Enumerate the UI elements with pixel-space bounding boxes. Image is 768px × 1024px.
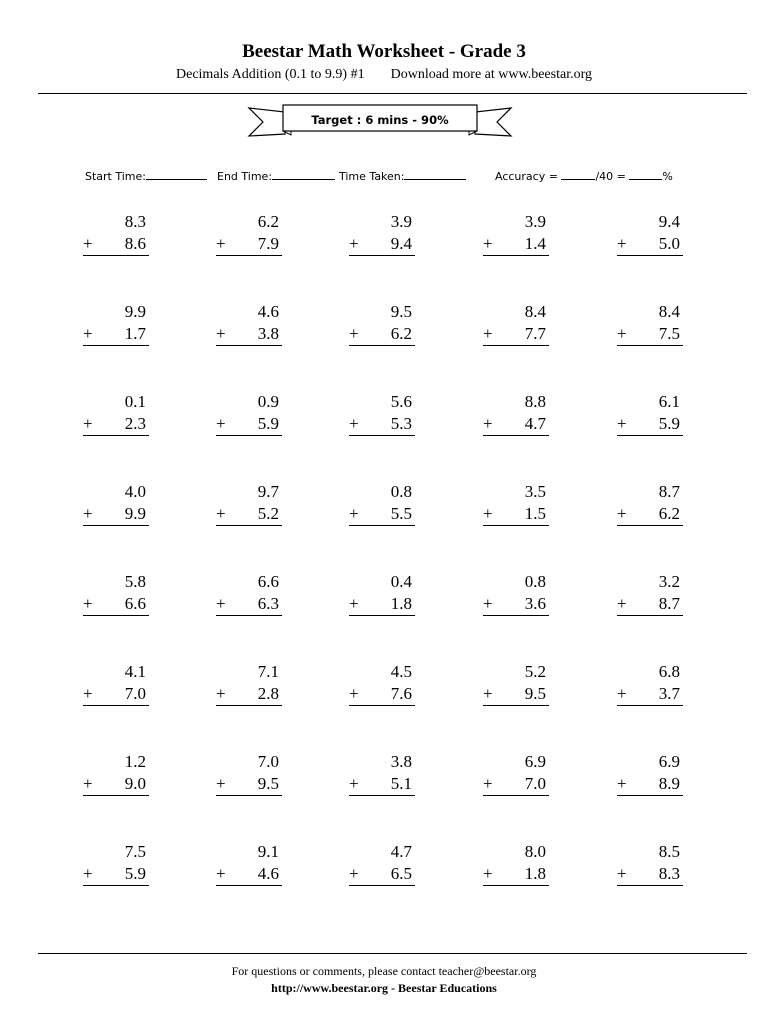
addend-bottom: 9.4 [390,234,412,253]
plus-sign: + [617,504,627,523]
addition-problem [483,392,549,432]
addend-top: 3.9 [524,212,546,231]
addend-bottom: 5.9 [257,414,279,433]
answer-line [83,795,149,796]
answer-line [349,345,415,346]
addend-bottom: 9.5 [257,774,279,793]
addition-problem [483,842,549,882]
answer-line [216,795,282,796]
addition-problem [483,752,549,792]
header-divider [38,93,747,94]
answer-line [83,615,149,616]
addition-problem [216,662,282,702]
addition-problem [349,392,415,432]
addend-bottom: 3.6 [524,594,546,613]
addition-problem [83,482,149,522]
plus-sign: + [349,684,359,703]
addend-bottom: 7.5 [658,324,680,343]
addend-bottom: 9.5 [524,684,546,703]
addition-problem [83,302,149,342]
start-time-label: Start Time: [85,170,146,183]
plus-sign: + [216,684,226,703]
answer-line [617,705,683,706]
plus-sign: + [617,594,627,613]
addition-problem [216,482,282,522]
addition-problem [216,392,282,432]
addend-bottom: 9.0 [124,774,146,793]
plus-sign: + [216,864,226,883]
answer-line [216,345,282,346]
plus-sign: + [349,864,359,883]
addition-problem [216,572,282,612]
answer-line [483,795,549,796]
start-time-field [85,168,207,184]
answer-line [216,435,282,436]
answer-line [617,435,683,436]
plus-sign: + [349,324,359,343]
plus-sign: + [617,774,627,793]
time-taken-label: Time Taken: [339,170,405,183]
addend-top: 9.9 [124,302,146,321]
answer-line [349,435,415,436]
plus-sign: + [216,774,226,793]
answer-line [83,525,149,526]
addend-top: 8.3 [124,212,146,231]
accuracy-total: /40 = [595,170,626,183]
addend-bottom: 2.3 [124,414,146,433]
addend-top: 8.4 [658,302,680,321]
addition-problem [216,842,282,882]
addition-problem [617,842,683,882]
plus-sign: + [349,504,359,523]
answer-line [83,705,149,706]
answer-line [483,885,549,886]
answer-line [83,345,149,346]
addend-top: 7.1 [257,662,279,681]
addition-problem [483,212,549,252]
answer-line [617,525,683,526]
answer-line [349,885,415,886]
addition-problem [83,662,149,702]
addend-bottom: 9.9 [124,504,146,523]
end-time-field [217,168,335,184]
addition-problem [83,842,149,882]
plus-sign: + [617,234,627,253]
addend-top: 9.4 [658,212,680,231]
addend-top: 0.8 [524,572,546,591]
plus-sign: + [617,864,627,883]
answer-line [349,795,415,796]
answer-line [349,615,415,616]
addend-top: 8.0 [524,842,546,861]
addition-problem [617,302,683,342]
footer-site: http://www.beestar.org - Beestar Educations [271,981,497,995]
addend-top: 4.6 [257,302,279,321]
addend-bottom: 8.7 [658,594,680,613]
addend-bottom: 8.3 [658,864,680,883]
accuracy-percent-sign: % [662,170,673,183]
accuracy-correct-blank [561,168,595,180]
plus-sign: + [483,774,493,793]
answer-line [216,525,282,526]
addend-bottom: 5.3 [390,414,412,433]
accuracy-percent-blank [629,168,662,180]
worksheet-subtitle [0,67,768,83]
addend-bottom: 6.2 [658,504,680,523]
plus-sign: + [83,414,93,433]
plus-sign: + [349,234,359,253]
addition-problem [349,752,415,792]
addition-problem [617,392,683,432]
addend-top: 4.0 [124,482,146,501]
addend-top: 1.2 [124,752,146,771]
addend-top: 7.5 [124,842,146,861]
addition-problem [617,212,683,252]
addend-top: 6.6 [257,572,279,591]
end-time-label: End Time: [217,170,273,183]
answer-line [216,705,282,706]
plus-sign: + [216,234,226,253]
accuracy-label: Accuracy = [495,170,558,183]
addition-problem [617,662,683,702]
answer-line [617,615,683,616]
end-time-blank [272,168,335,180]
answer-line [617,255,683,256]
addition-problem [483,302,549,342]
addition-problem [617,572,683,612]
addend-bottom: 5.9 [124,864,146,883]
plus-sign: + [617,324,627,343]
addend-top: 3.8 [390,752,412,771]
answer-line [83,885,149,886]
addend-bottom: 5.1 [390,774,412,793]
answer-line [83,255,149,256]
plus-sign: + [483,684,493,703]
answer-line [349,255,415,256]
addend-bottom: 5.5 [390,504,412,523]
accuracy-field [495,168,673,184]
plus-sign: + [83,774,93,793]
answer-line [216,255,282,256]
addend-top: 0.9 [257,392,279,411]
plus-sign: + [216,324,226,343]
plus-sign: + [483,594,493,613]
plus-sign: + [83,864,93,883]
addend-bottom: 6.3 [257,594,279,613]
addition-problem [216,302,282,342]
addend-top: 8.4 [524,302,546,321]
plus-sign: + [83,324,93,343]
addend-bottom: 6.2 [390,324,412,343]
plus-sign: + [83,684,93,703]
addition-problem [349,302,415,342]
plus-sign: + [617,414,627,433]
plus-sign: + [83,234,93,253]
answer-line [83,435,149,436]
plus-sign: + [216,414,226,433]
answer-line [483,615,549,616]
time-taken-field [339,168,466,184]
answer-line [349,525,415,526]
addend-bottom: 1.4 [524,234,546,253]
addend-top: 6.9 [658,752,680,771]
answer-line [483,255,549,256]
addend-top: 9.5 [390,302,412,321]
addend-top: 9.1 [257,842,279,861]
addend-top: 3.5 [524,482,546,501]
addend-bottom: 5.2 [257,504,279,523]
plus-sign: + [483,414,493,433]
addend-bottom: 3.8 [257,324,279,343]
addend-top: 6.9 [524,752,546,771]
addition-problem [216,752,282,792]
footer-contact: For questions or comments, please contact teacher@beestar.org [231,964,537,978]
addition-problem [349,212,415,252]
addition-problem [216,212,282,252]
answer-line [617,885,683,886]
addition-problem [349,842,415,882]
time-taken-blank [404,168,466,180]
addition-problem [617,752,683,792]
addition-problem [83,752,149,792]
addend-top: 5.2 [524,662,546,681]
addition-problem [83,392,149,432]
plus-sign: + [617,684,627,703]
addition-problem [349,572,415,612]
addend-bottom: 7.0 [524,774,546,793]
answer-line [216,885,282,886]
answer-line [483,345,549,346]
addend-bottom: 7.6 [390,684,412,703]
answer-line [216,615,282,616]
addend-bottom: 2.8 [257,684,279,703]
addend-bottom: 4.6 [257,864,279,883]
subtitle-topic: Decimals Addition (0.1 to 9.9) #1 [176,67,365,82]
addend-bottom: 4.7 [524,414,546,433]
target-banner [247,104,513,140]
addition-problem [483,572,549,612]
plus-sign: + [483,324,493,343]
addition-problem [483,662,549,702]
addend-bottom: 6.5 [390,864,412,883]
addend-bottom: 3.7 [658,684,680,703]
plus-sign: + [216,504,226,523]
addend-bottom: 7.7 [524,324,546,343]
addend-top: 4.7 [390,842,412,861]
answer-line [617,345,683,346]
addend-top: 6.1 [658,392,680,411]
addend-top: 8.8 [524,392,546,411]
addend-bottom: 1.5 [524,504,546,523]
worksheet-title: Beestar Math Worksheet - Grade 3 [242,41,526,62]
addend-top: 8.7 [658,482,680,501]
addend-bottom: 7.0 [124,684,146,703]
plus-sign: + [83,594,93,613]
answer-line [617,795,683,796]
addend-top: 5.8 [124,572,146,591]
addend-top: 6.8 [658,662,680,681]
plus-sign: + [483,504,493,523]
addend-top: 6.2 [257,212,279,231]
addend-bottom: 8.9 [658,774,680,793]
addend-bottom: 8.6 [124,234,146,253]
plus-sign: + [349,774,359,793]
addend-top: 4.1 [124,662,146,681]
answer-line [483,435,549,436]
addition-problem [83,572,149,612]
addend-top: 8.5 [658,842,680,861]
addend-bottom: 1.8 [524,864,546,883]
answer-line [483,705,549,706]
addend-bottom: 6.6 [124,594,146,613]
addend-top: 0.8 [390,482,412,501]
plus-sign: + [483,234,493,253]
addend-bottom: 5.0 [658,234,680,253]
addend-top: 7.0 [257,752,279,771]
addend-top: 4.5 [390,662,412,681]
start-time-blank [146,168,207,180]
footer-divider [38,953,747,954]
plus-sign: + [349,594,359,613]
addition-problem [349,482,415,522]
plus-sign: + [483,864,493,883]
addend-bottom: 5.9 [658,414,680,433]
addition-problem [349,662,415,702]
addend-top: 0.1 [124,392,146,411]
addend-top: 0.4 [390,572,412,591]
addend-top: 3.2 [658,572,680,591]
plus-sign: + [349,414,359,433]
plus-sign: + [216,594,226,613]
addend-top: 3.9 [390,212,412,231]
addition-problem [83,212,149,252]
addend-bottom: 1.7 [124,324,146,343]
subtitle-download: Download more at www.beestar.org [390,67,592,82]
target-text: Target : 6 mins - 90% [311,113,449,127]
answer-line [483,525,549,526]
addition-problem [617,482,683,522]
answer-line [349,705,415,706]
plus-sign: + [83,504,93,523]
addend-top: 9.7 [257,482,279,501]
addend-bottom: 7.9 [257,234,279,253]
addend-bottom: 1.8 [390,594,412,613]
addend-top: 5.6 [390,392,412,411]
addition-problem [483,482,549,522]
